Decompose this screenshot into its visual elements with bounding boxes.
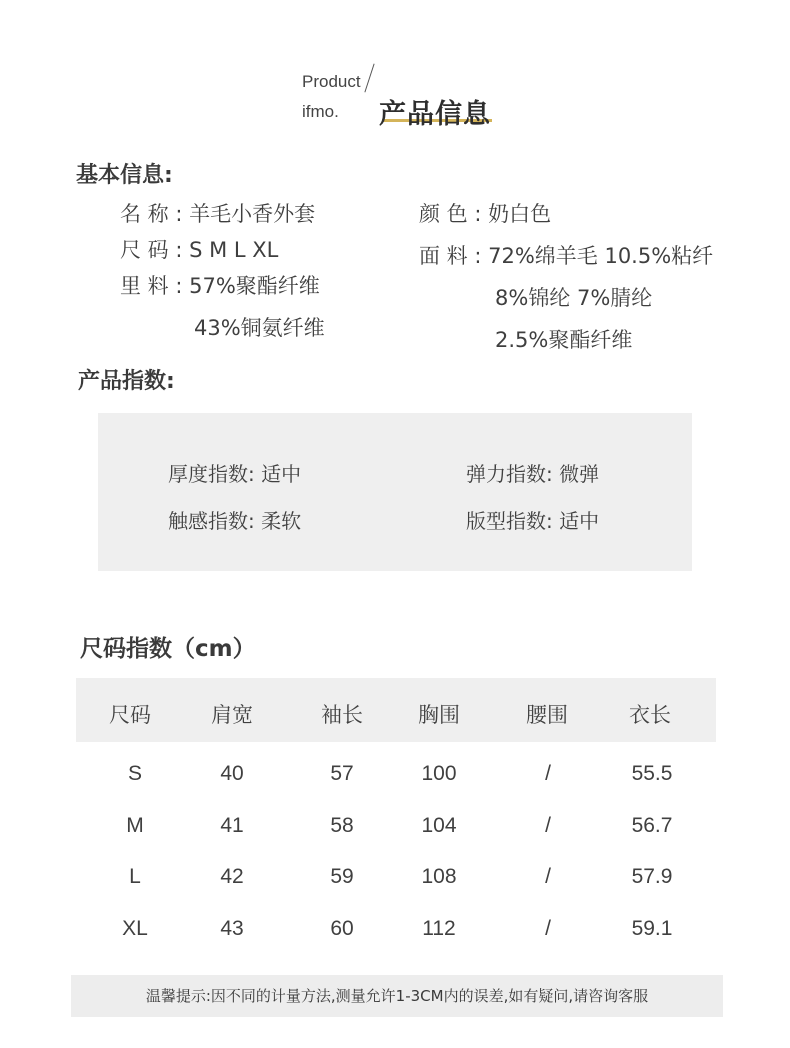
table-cell: 59: [330, 865, 354, 888]
table-cell: M: [126, 814, 144, 837]
column-header-chest: 胸围: [418, 703, 460, 727]
table-cell: /: [545, 865, 551, 888]
index-thickness: 厚度指数: 适中: [168, 462, 302, 486]
measurement-note: 温馨提示:因不同的计量方法,测量允许1-3CM内的误差,如有疑问,请咨询客服: [71, 975, 723, 1017]
table-cell: /: [545, 917, 551, 940]
info-fabric: 面 料 : 72%绵羊毛 10.5%粘纤: [419, 244, 714, 268]
info-lining: 里 料 : 57%聚酯纤维: [120, 274, 320, 298]
header-english-line2: ifmo.: [302, 102, 339, 121]
index-elasticity: 弹力指数: 微弹: [466, 462, 600, 486]
table-cell: 57: [330, 762, 354, 785]
table-cell: 58: [330, 814, 354, 837]
table-cell: L: [129, 865, 141, 888]
table-cell: 112: [422, 917, 456, 940]
table-cell: 42: [220, 865, 244, 888]
column-header-sleeve: 袖长: [321, 703, 363, 727]
column-header-size: 尺码: [109, 703, 151, 727]
table-cell: 108: [421, 865, 457, 888]
table-cell: 100: [421, 762, 457, 785]
table-cell: 59.1: [631, 917, 673, 940]
page-title: 产品信息: [379, 99, 491, 130]
info-fabric-cont1: 8%锦纶 7%腈纶: [495, 286, 653, 310]
info-sizes: 尺 码 : S M L XL: [120, 238, 279, 262]
column-header-length: 衣长: [629, 703, 671, 727]
header-english-line1: Product: [302, 72, 361, 91]
table-cell: 41: [220, 814, 244, 837]
table-cell: 40: [220, 762, 244, 785]
table-cell: 60: [330, 917, 354, 940]
info-name: 名 称 : 羊毛小香外套: [120, 202, 316, 226]
column-header-shoulder: 肩宽: [211, 703, 253, 727]
table-cell: 55.5: [631, 762, 673, 785]
info-lining-cont: 43%铜氨纤维: [194, 316, 325, 340]
column-header-waist: 腰围: [526, 703, 568, 727]
table-cell: 57.9: [631, 865, 673, 888]
table-cell: XL: [122, 917, 148, 940]
table-cell: /: [545, 762, 551, 785]
size-table-heading: 尺码指数（cm）: [80, 636, 256, 662]
product-index-heading: 产品指数:: [78, 369, 175, 394]
header-slash-divider: [364, 64, 374, 93]
table-cell: 56.7: [631, 814, 673, 837]
table-cell: 104: [421, 814, 457, 837]
table-cell: S: [127, 762, 142, 785]
info-color: 颜 色 : 奶白色: [419, 202, 552, 226]
basic-info-heading: 基本信息:: [76, 163, 173, 188]
index-touch: 触感指数: 柔软: [168, 509, 302, 533]
table-cell: 43: [220, 917, 244, 940]
table-cell: /: [545, 814, 551, 837]
info-fabric-cont2: 2.5%聚酯纤维: [495, 328, 633, 352]
product-index-panel: [98, 413, 692, 571]
index-fit: 版型指数: 适中: [466, 509, 600, 533]
